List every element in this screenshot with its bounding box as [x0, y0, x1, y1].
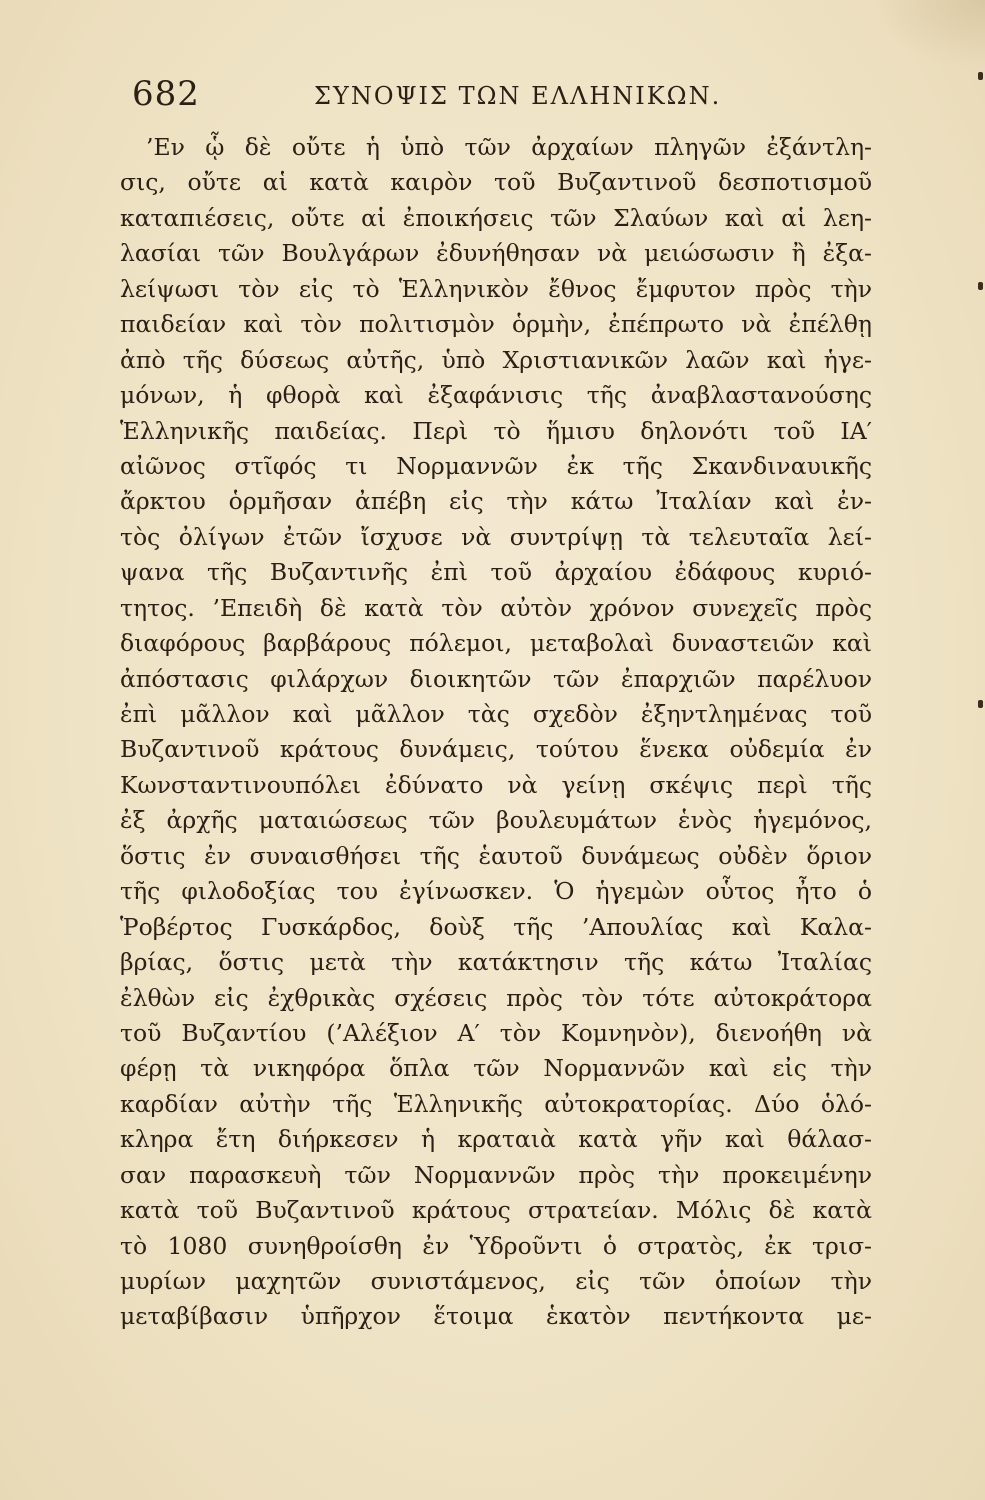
text-line: λασίαι τῶν Βουλγάρων ἐδυνήθησαν νὰ μειώσωσιν ἢ ἐξα- — [120, 239, 872, 268]
text-line: ἄρκτου ὁρμῆσαν ἀπέβη εἰς τὴν κάτω Ἰταλίαν καὶ ἐν- — [120, 487, 872, 516]
text-line: σαν παρασκευὴ τῶν Νορμαννῶν πρὸς τὴν προκειμένην — [120, 1160, 872, 1189]
text-line: τοῦ Βυζαντίου (’Αλέξιον Α′ τὸν Κομνηνὸν), διενοήθη νὰ — [120, 1018, 872, 1047]
text-line: κληρα ἔτη διήρκεσεν ἡ κραταιὰ κατὰ γῆν καὶ θάλασ- — [120, 1125, 872, 1154]
margin-ink-mark — [978, 282, 983, 290]
text-line: Ἑλληνικῆς παιδείας. Περὶ τὸ ἥμισυ δηλονότι τοῦ ΙΑ′ — [120, 416, 872, 445]
text-line: διαφόρους βαρβάρους πόλεμοι, μεταβολαὶ δυναστειῶν καὶ — [120, 629, 872, 658]
page-corner-stain — [875, 0, 985, 70]
text-line: φέρῃ τὰ νικηφόρα ὅπλα τῶν Νορμαννῶν καὶ εἰς τὴν — [120, 1054, 872, 1083]
text-line: τῆς φιλοδοξίας του ἐγίνωσκεν. Ὁ ἡγεμὼν οὗτος ἦτο ὁ — [120, 877, 872, 906]
margin-ink-mark — [978, 72, 983, 80]
text-line: βρίας, ὅστις μετὰ τὴν κατάκτησιν τῆς κάτω Ἰταλίας — [120, 948, 872, 977]
text-line: ἐλθὼν εἰς ἐχθρικὰς σχέσεις πρὸς τὸν τότε αὐτοκράτορα — [120, 983, 872, 1012]
page-header — [132, 74, 862, 124]
text-line: Κωνσταντινουπόλει ἐδύνατο νὰ γείνῃ σκέψις περὶ τῆς — [120, 770, 872, 799]
text-line: αἰῶνος στῖφός τι Νορμαννῶν ἐκ τῆς Σκανδιναυικῆς — [120, 451, 872, 480]
text-line: λείψωσι τὸν εἰς τὸ Ἑλληνικὸν ἔθνος ἔμφυτον πρὸς τὴν — [120, 274, 872, 303]
text-line: μεταβίβασιν ὑπῆρχον ἕτοιμα ἑκατὸν πεντήκοντα με- — [120, 1302, 872, 1331]
text-line: τὸς ὀλίγων ἐτῶν ἴσχυσε νὰ συντρίψῃ τὰ τελευταῖα λεί- — [120, 522, 872, 551]
text-line: κατὰ τοῦ Βυζαντινοῦ κράτους στρατείαν. Μόλις δὲ κατὰ — [120, 1196, 872, 1225]
text-line: μυρίων μαχητῶν συνιστάμενος, εἰς τῶν ὁποίων τὴν — [120, 1267, 872, 1295]
page-number: 682 — [132, 74, 200, 114]
text-line: ἀπόστασις φιλάρχων διοικητῶν τῶν ἐπαρχιῶν παρέλυον — [120, 664, 872, 693]
text-line: ψανα τῆς Βυζαντινῆς ἐπὶ τοῦ ἀρχαίου ἐδάφους κυριό- — [120, 558, 872, 587]
text-line: τὸ 1080 συνηθροίσθη ἐν Ὑδροῦντι ὁ στρατὸς, ἐκ τρισ- — [120, 1231, 872, 1260]
text-line: Βυζαντινοῦ κράτους δυνάμεις, τούτου ἕνεκα οὐδεμία ἐν — [120, 735, 872, 764]
body-text — [120, 130, 872, 1335]
text-line: καρδίαν αὐτὴν τῆς Ἑλληνικῆς αὐτοκρατορίας. Δύο ὁλό- — [120, 1089, 872, 1118]
text-line: μόνων, ἡ φθορὰ καὶ ἐξαφάνισις τῆς ἀναβλαστανούσης — [120, 381, 872, 410]
text-line: Ῥοβέρτος Γυσκάρδος, δοὺξ τῆς ’Απουλίας καὶ Καλα- — [120, 912, 872, 941]
text-line: ὅστις ἐν συναισθήσει τῆς ἑαυτοῦ δυνάμεως οὐδὲν ὅριον — [120, 841, 872, 870]
text-line: ἐξ ἀρχῆς ματαιώσεως τῶν βουλευμάτων ἑνὸς ἡγεμόνος, — [120, 806, 872, 835]
text-line: ἐπὶ μᾶλλον καὶ μᾶλλον τὰς σχεδὸν ἐξηντλημένας τοῦ — [120, 700, 872, 728]
margin-ink-mark — [978, 700, 983, 708]
text-line: ἀπὸ τῆς δύσεως αὐτῆς, ὑπὸ Χριστιανικῶν λαῶν καὶ ἡγε- — [120, 345, 872, 374]
text-line: καταπιέσεις, οὔτε αἱ ἐποικήσεις τῶν Σλαύων καὶ αἱ λεη- — [120, 203, 872, 232]
text-line: σις, οὔτε αἱ κατὰ καιρὸν τοῦ Βυζαντινοῦ δεσποτισμοῦ — [120, 168, 872, 197]
text-line: τητος. ’Επειδὴ δὲ κατὰ τὸν αὐτὸν χρόνον συνεχεῖς πρὸς — [120, 593, 872, 622]
running-title: ΣΥΝΟΨΙΣ ΤΩΝ ΕΛΛΗΝΙΚΩΝ. — [314, 82, 722, 110]
text-line: παιδείαν καὶ τὸν πολιτισμὸν ὁρμὴν, ἐπέπρωτο νὰ ἐπέλθῃ — [120, 310, 872, 339]
text-line: ’Εν ᾧ δὲ οὔτε ἡ ὑπὸ τῶν ἀρχαίων πληγῶν ἐξάντλη- — [146, 133, 872, 161]
